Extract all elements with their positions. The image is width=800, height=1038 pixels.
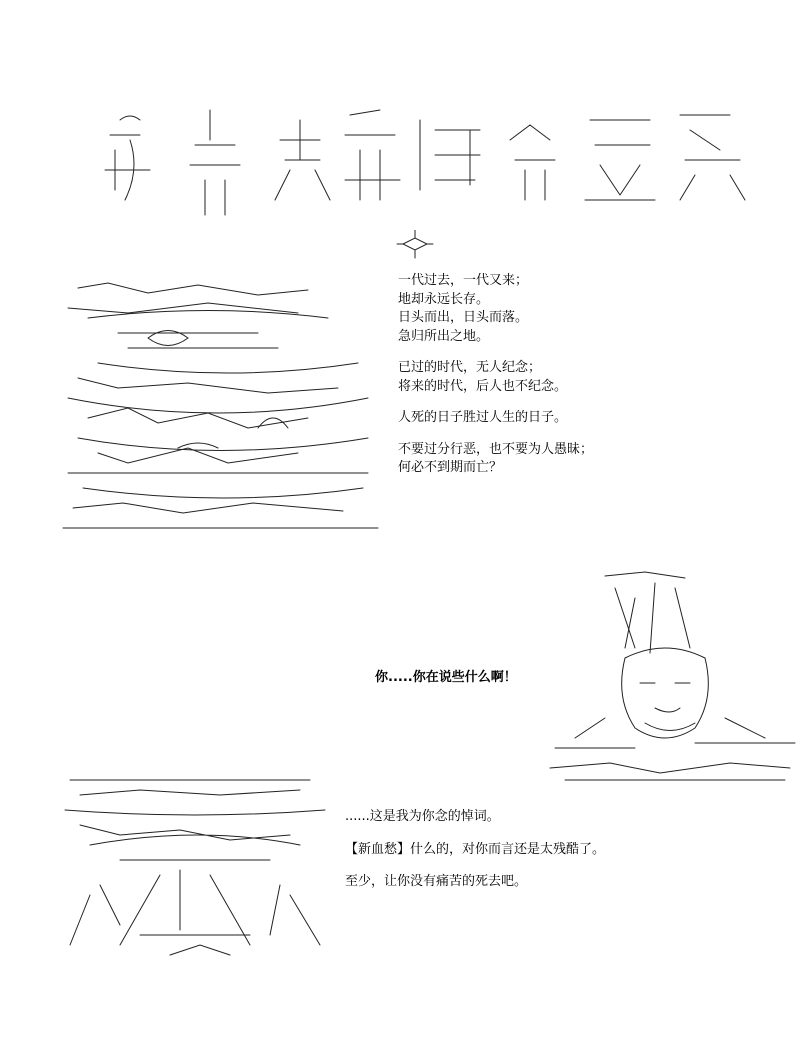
- poem-line: 不要过分行恶，也不要为人愚昧；: [398, 441, 594, 457]
- poem-line: 急归所出之地。: [398, 328, 490, 344]
- poem-line: 已过的时代，无人纪念；: [398, 360, 542, 375]
- poem-line: 将来的时代，后人也不纪念。: [398, 378, 568, 394]
- crowd-ascii-art: [58, 278, 383, 536]
- title-ascii-art: [90, 100, 770, 230]
- poem: [398, 272, 593, 478]
- poem-line: 何必不到期而亡？: [398, 460, 503, 475]
- dialogue: [345, 808, 605, 892]
- poem-line: 人死的日子胜过人生的日子。: [398, 410, 568, 425]
- poem-line: 地却永远长存。: [398, 291, 490, 307]
- dialogue-line: 【新血愁】什么的，对你而言还是太残酷了。: [345, 841, 606, 857]
- character-ascii-art: [545, 568, 800, 790]
- speech-line: 你.....你在说些什么啊！: [375, 670, 517, 685]
- title-ornament: [395, 230, 435, 260]
- dialogue-line: 至少，让你没有痛苦的死去吧。: [345, 874, 528, 889]
- poem-line: 一代过去，一代又来；: [398, 273, 529, 288]
- poem-line: 日头而出，日头而落。: [398, 310, 529, 325]
- figure-ascii-art: [60, 775, 330, 965]
- dialogue-line: ......这是我为你念的悼词。: [345, 809, 500, 824]
